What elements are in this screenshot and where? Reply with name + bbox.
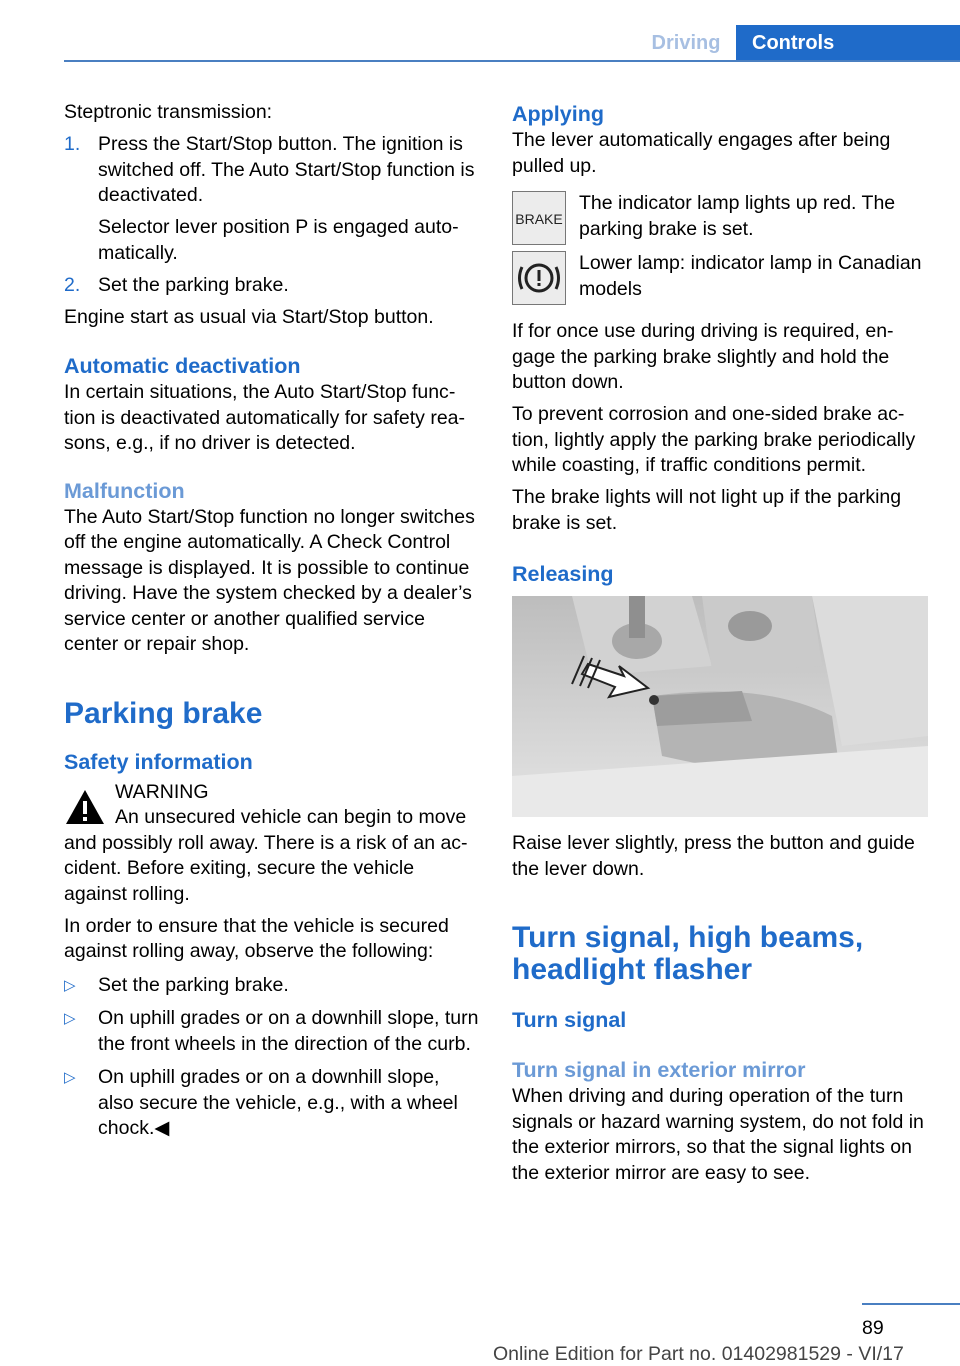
chapter-tab-controls: Controls — [736, 25, 960, 62]
intro-text: Steptronic transmission: — [64, 101, 273, 123]
brake-indicator-icon — [512, 191, 566, 245]
corrosion-text: To prevent corrosion and one-sided brake action, lightly apply the parking brake periodically while coasting, if traffic conditions permit. — [512, 403, 916, 476]
brake-lights-text: The brake lights will not light up if the parking brake is set. — [512, 486, 902, 534]
triangle-bullet-icon: ▷ — [64, 1010, 76, 1027]
brake-exclamation-icon — [512, 251, 566, 305]
mirror-text: When driving and during operation of the turn signals or hazard warning system, do not fold in the exterior mirrors, so that the signal lights on the exterior mirror are easy to see. — [512, 1085, 924, 1184]
malfunction-text: The Auto Start/Stop function no longer switches off the engine automatically. A Check Control message is displayed. It is possible to continue driving. Have the system checked by a dealer’s service center or another qualified service center or repair shop. — [64, 505, 475, 655]
turn-signal-main-heading: Turn signal, high beams, headlight flasher — [512, 921, 864, 986]
bullet-text: On uphill grades or on a downhill slope, turn the front wheels in the direction of the curb. — [98, 1007, 479, 1055]
step-item — [64, 132, 480, 266]
releasing-heading: Releasing — [512, 562, 614, 586]
bullet-text: Set the parking brake. — [98, 973, 289, 996]
warning-text: An unsecured vehicle can begin to move and possibly roll away. There is a risk of an accident. Before exiting, secure the vehicle against rolling. — [64, 806, 468, 905]
ensure-text: In order to ensure that the vehicle is secured against rolling away, observe the following: — [64, 914, 449, 962]
parking-brake-photo — [512, 596, 928, 817]
brake-icon-text: BRAKE — [515, 211, 563, 227]
header-rule — [64, 60, 960, 62]
section-tab-driving: Driving — [651, 32, 721, 54]
after-steps-text: Engine start as usual via Start/Stop button. — [64, 305, 434, 328]
brake-lamp-row — [512, 191, 930, 245]
applying-text: The lever automatically engages after being pulled up. — [512, 129, 891, 177]
once-text: If for once use during driving is required, engage the parking brake slightly and hold the button down. — [512, 320, 894, 393]
raise-text: Raise lever slightly, press the button and guide the lever down. — [512, 832, 915, 880]
auto-deactivation-text: In certain situations, the Auto Start/Stop function is deactivated automatically for safety reasons, e.g., if no driver is detected. — [64, 381, 466, 454]
step-item — [64, 273, 480, 299]
page-number: 89 — [862, 1317, 884, 1339]
edition-footer: Online Edition for Part no. 01402981529 - VI/17 — [493, 1343, 904, 1365]
warning-label: WARNING — [115, 780, 209, 803]
lamp2-text: Lower lamp: indicator lamp in Canadian models — [579, 252, 922, 300]
step-number: 2. — [64, 273, 81, 296]
step-text: Set the parking brake. — [98, 273, 289, 296]
canadian-lamp-row — [512, 251, 930, 305]
lamp1-text: The indicator lamp lights up red. The parking brake is set. — [579, 192, 896, 240]
right-column — [512, 100, 930, 1193]
safety-bullets — [64, 973, 480, 1142]
bullet-text: On uphill grades or on a downhill slope, also secure the vehicle, e.g., with a wheel chock.◀ — [98, 1066, 458, 1139]
bullet-item — [64, 973, 480, 999]
step-subtext: Selector lever position P is engaged automatically. — [98, 216, 459, 264]
left-column — [64, 100, 480, 1148]
warning-block — [64, 780, 480, 806]
mirror-heading: Turn signal in exterior mirror — [512, 1058, 806, 1082]
triangle-bullet-icon: ▷ — [64, 1069, 76, 1086]
parking-brake-heading: Parking brake — [64, 696, 263, 730]
step-text: Press the Start/Stop button. The ignition is switched off. The Auto Start/Stop function is deactivated. — [98, 133, 475, 206]
bullet-item — [64, 1006, 480, 1057]
applying-heading: Applying — [512, 102, 604, 126]
safety-information-heading: Safety information — [64, 749, 253, 774]
steps-list — [64, 132, 480, 298]
turn-signal-heading: Turn signal — [512, 1008, 627, 1032]
step-number: 1. — [64, 133, 81, 155]
footer-rule — [862, 1303, 960, 1305]
bullet-item — [64, 1065, 480, 1142]
warning-triangle-icon — [64, 788, 106, 826]
malfunction-heading: Malfunction — [64, 478, 185, 503]
auto-deactivation-heading: Automatic deactivation — [64, 354, 301, 378]
triangle-bullet-icon: ▷ — [64, 976, 76, 994]
